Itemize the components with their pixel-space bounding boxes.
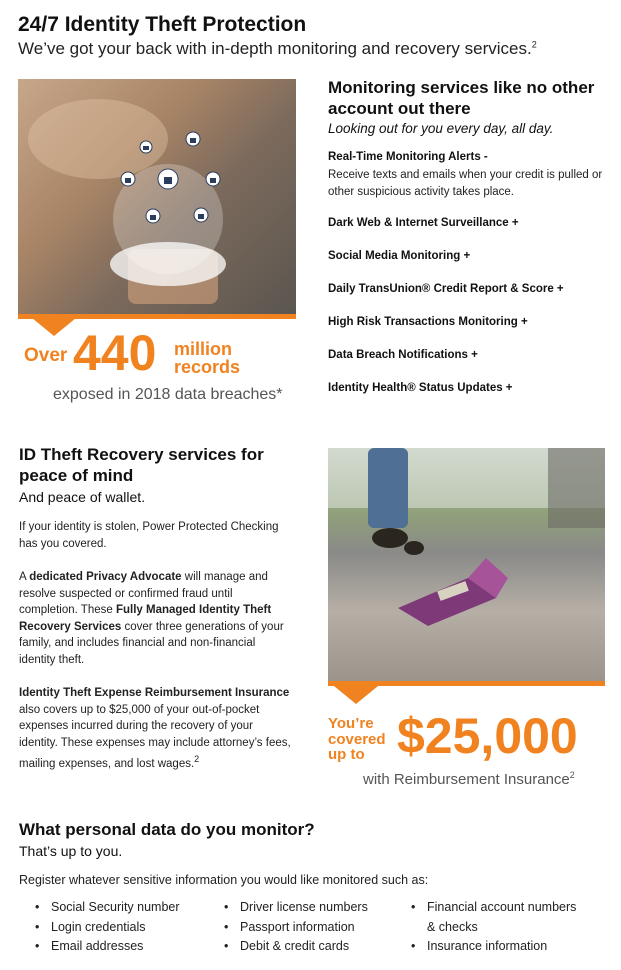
recovery-paragraph-2: A dedicated Privacy Advocate will manage and resolve suspected or confirmed fraud until completion. These Fully Managed Identity Theft Recovery Services cover three generations of your family, and includes financial and non-financial identity theft. (19, 571, 284, 666)
list-item: • Passport information (222, 918, 368, 938)
stat-number: 440 (73, 325, 157, 381)
personal-tagline: That’s up to you. (19, 843, 123, 859)
recovery-paragraph-1: If your identity is stolen, Power Protected Checking has you covered. (19, 521, 279, 550)
feature-dark-web[interactable]: Dark Web & Internet Surveillance + (328, 217, 519, 229)
recovery-heading: ID Theft Recovery services for peace of mind (19, 445, 264, 485)
feature-credit-report[interactable]: Daily TransUnion® Credit Report & Score + (328, 283, 564, 295)
alerts-description: Receive texts and emails when your credit is pulled or other suspicious activity takes place. (328, 169, 603, 198)
accent-pointer (32, 318, 76, 336)
accent-pointer-2 (334, 686, 378, 704)
feature-identity-health[interactable]: Identity Health® Status Updates + (328, 382, 513, 394)
stat2-label: You’re covered up to (328, 715, 386, 763)
alerts-title: Real-Time Monitoring Alerts - (328, 151, 488, 163)
personal-intro: Register whatever sensitive information you would like monitored such as: (19, 873, 429, 887)
monitoring-tagline: Looking out for you every day, all day. (328, 121, 554, 136)
list-item: • Social Security number (33, 898, 180, 918)
stat-over-label: Over (24, 345, 68, 366)
phone-security-photo (18, 79, 296, 314)
recovery-tagline: And peace of wallet. (19, 489, 146, 505)
stat-caption: exposed in 2018 data breaches* (53, 386, 283, 403)
monitoring-heading: Monitoring services like no other account out there (328, 78, 595, 118)
list-item: • Email addresses (33, 937, 180, 957)
dropped-wallet-photo (328, 448, 605, 681)
personal-heading: What personal data do you monitor? (19, 820, 315, 839)
feature-data-breach[interactable]: Data Breach Notifications + (328, 349, 478, 361)
list-item: • Login credentials (33, 918, 180, 938)
page-title: 24/7 Identity Theft Protection (18, 13, 307, 36)
list-item: • Driver license numbers (222, 898, 368, 918)
page-subtitle: We’ve got your back with in-depth monitoring and recovery services.$^2$ (18, 39, 537, 58)
feature-social-media[interactable]: Social Media Monitoring + (328, 250, 471, 262)
stat2-caption: with Reimbursement Insurance$^2$ (363, 770, 575, 788)
data-list-col3 (409, 898, 576, 957)
list-item: • Debit & credit cards (222, 937, 368, 957)
feature-high-risk[interactable]: High Risk Transactions Monitoring + (328, 316, 528, 328)
recovery-paragraph-3: Identity Theft Expense Reimbursement Insurance also covers up to $25,000 of your out-of-pocket expenses incurred during the recovery of your identity. These expenses may include attorney’s fees, mailing expenses, and lost wages.$^2$ (19, 687, 291, 770)
list-item: • Insurance information (409, 937, 576, 957)
stat2-amount: $25,000 (397, 708, 578, 764)
data-list-col2 (222, 898, 368, 957)
list-item: • Financial account numbers & checks (409, 898, 576, 937)
phone-lock-illustration (18, 79, 296, 314)
data-list-col1 (33, 898, 180, 957)
stat-unit: million records (174, 339, 241, 377)
wallet-illustration (328, 448, 605, 681)
